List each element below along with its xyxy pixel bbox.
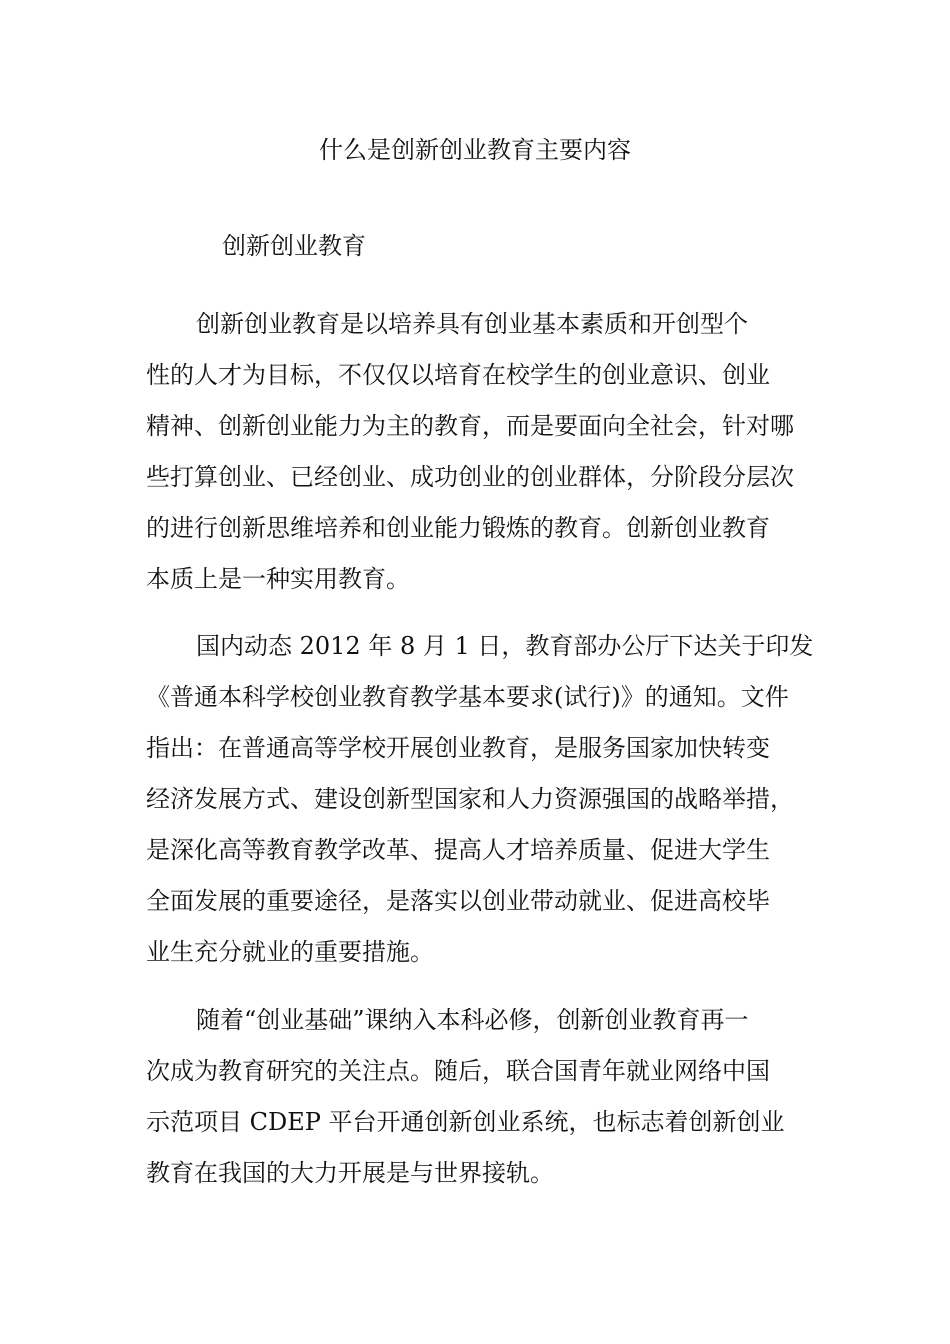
paragraph-1-line-1: 创新创业教育是以培养具有创业基本素质和开创型个 [196, 310, 748, 338]
paragraph-2-line-2: 《普通本科学校创业教育教学基本要求(试行)》的通知。文件 [146, 683, 789, 711]
paragraph-3-line-1: 随着“创业基础”课纳入本科必修，创新创业教育再一 [196, 1006, 749, 1034]
paragraph-1-line-6: 本质上是一种实用教育。 [146, 565, 410, 593]
paragraph-1-line-2: 性的人才为目标，不仅仅以培育在校学生的创业意识、创业 [146, 361, 770, 389]
paragraph-3-line-3: 示范项目 CDEP 平台开通创新创业系统，也标志着创新创业 [146, 1108, 785, 1136]
document-title: 什么是创新创业教育主要内容 [319, 136, 631, 164]
section-heading: 创新创业教育 [222, 232, 366, 260]
paragraph-2-line-3: 指出：在普通高等学校开展创业教育，是服务国家加快转变 [146, 734, 770, 762]
paragraph-1-line-5: 的进行创新思维培养和创业能力锻炼的教育。创新创业教育 [146, 514, 770, 542]
paragraph-1-line-3: 精神、创新创业能力为主的教育，而是要面向全社会，针对哪 [146, 412, 794, 440]
paragraph-3-line-2: 次成为教育研究的关注点。随后，联合国青年就业网络中国 [146, 1057, 770, 1085]
paragraph-2-line-7: 业生充分就业的重要措施。 [146, 938, 434, 966]
paragraph-3-line-4: 教育在我国的大力开展是与世界接轨。 [146, 1159, 554, 1187]
paragraph-2-line-4: 经济发展方式、建设创新型国家和人力资源强国的战略举措， [146, 785, 794, 813]
paragraph-2-line-5: 是深化高等教育教学改革、提高人才培养质量、促进大学生 [146, 836, 770, 864]
paragraph-1-line-4: 些打算创业、已经创业、成功创业的创业群体，分阶段分层次 [146, 463, 794, 491]
paragraph-2-line-6: 全面发展的重要途径，是落实以创业带动就业、促进高校毕 [146, 887, 770, 915]
paragraph-2-line-1: 国内动态 2012 年 8 月 1 日，教育部办公厅下达关于印发 [196, 632, 814, 660]
